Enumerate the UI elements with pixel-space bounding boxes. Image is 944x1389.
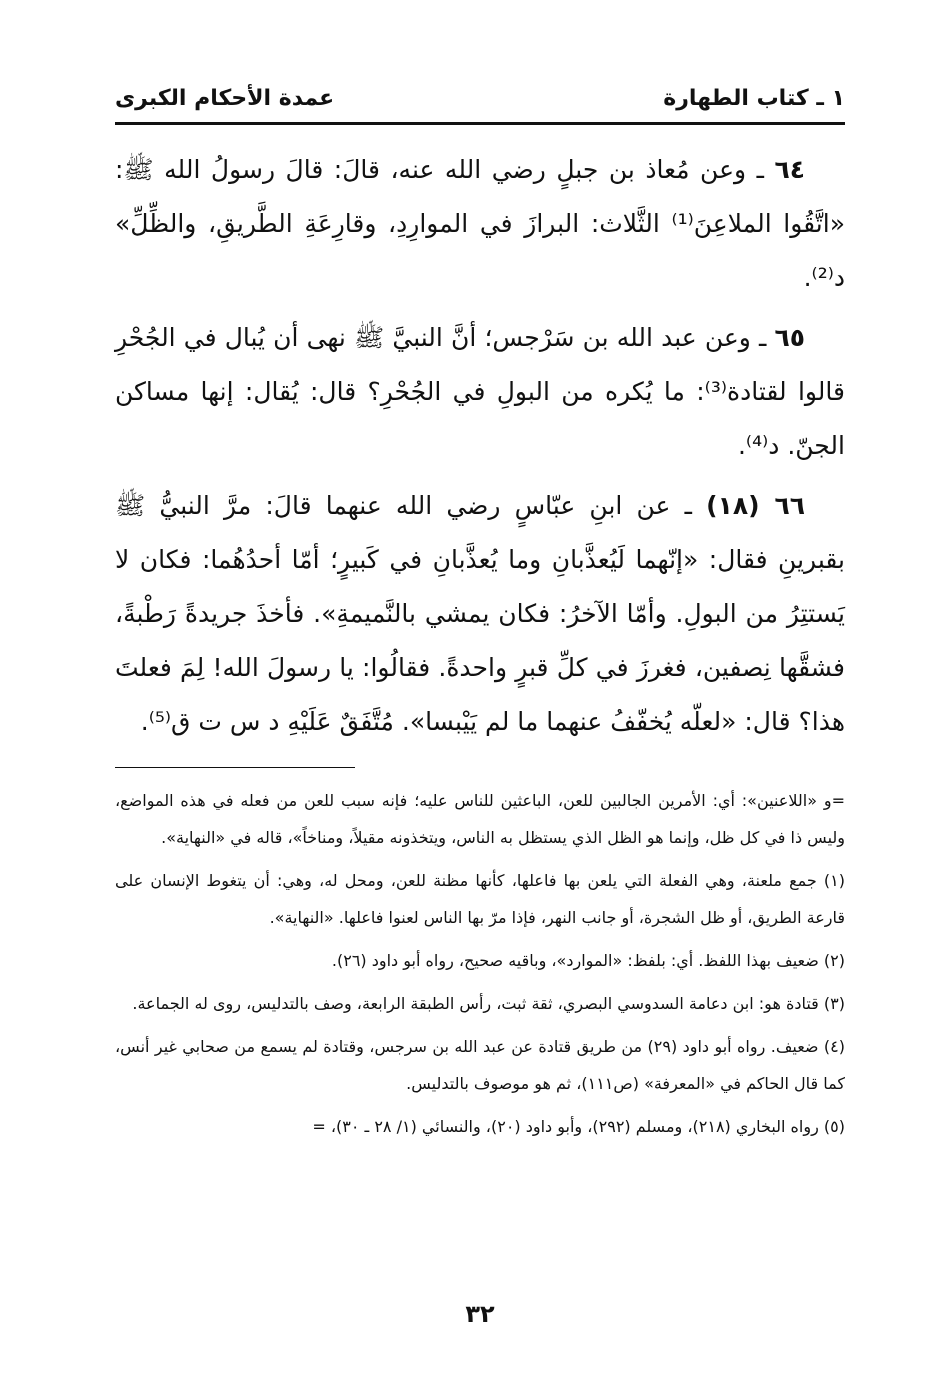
hadith-text: ـ وعن مُعاذ بن جبلٍ رضي الله عنه، قالَ: قالَ رسولُ الله ﷺ: «اتَّقُوا الملاعِنَ⁽¹⁾ الثَّلاث: البرازَ في الموارِدِ، وقارِعَةِ الطَّريقِ، والظِّلِّ» د⁽²⁾. (115, 155, 845, 292)
footnote-2: (٢) ضعيف بهذا اللفظ. أي: بلفظ: «الموارد»، وباقيه صحيح، رواه أبو داود (٢٦). (331, 951, 845, 970)
hadith-66 (115, 479, 845, 749)
page-number: ٣٢ (465, 1300, 495, 1328)
hadith-number: ٦٥ (774, 323, 805, 352)
footnote-3: (٣) قتادة هو: ابن دعامة السدوسي البصري، ثقة ثبت، رأس الطبقة الرابعة، وصف بالتدليس، روى له الجماعة. (132, 994, 845, 1013)
page-header (115, 78, 845, 125)
book-page (115, 78, 845, 1328)
hadith-number: ٦٤ (774, 155, 805, 184)
hadith-number: ٦٦ (١٨) (706, 491, 805, 520)
footnote-5: (٥) رواه البخاري (٢١٨)، ومسلم (٢٩٢)، وأبو داود (٢٠)، والنسائي (١/ ٢٨ ـ ٣٠)، = (312, 1117, 845, 1136)
hadith-text: ـ عن ابنِ عبّاسٍ رضي الله عنهما قالَ: مرَّ النبيُّ ﷺ بقبرينِ فقال: «إنّهما لَيُعذَّبانِ وما يُعذَّبانِ في كَبيرٍ؛ أمّا أحدُهُما: فكان لا يَستتِرُ من البولِ. وأمّا الآخرُ: فكان يمشي بالنَّميمةِ». فأخذَ جريدةً رَطْبةً، فشقَّها نِصفين، فغرزَ في كلِّ قبرٍ واحدةً. فقالُوا: يا رسولَ الله! لِمَ فعلتَ هذا؟ قال: «لعلّه يُخفّفُ عنهما ما لم يَيْبسا». مُتَّفَقٌ عَلَيْهِ د س ت ق⁽⁵⁾. (115, 491, 845, 736)
footnotes (115, 782, 845, 1145)
footnote-continued: =و «اللاعنين»: أي: الأمرين الجالبين للعن، الباعثين للناس عليه؛ فإنه سبب للعن من فعله في هذه المواضع، وليس ذا في كل ظل، وإنما هو الظل الذي يستظل به الناس، ويتخذونه مقيلاً، ومناخاً»، قاله في «النهاية». (115, 791, 845, 847)
footnote-4: (٤) ضعيف. رواه أبو داود (٢٩) من طريق قتادة عن عبد الله بن سرجس، وقتادة لم يسمع من صحابي غير أنس، كما قال الحاكم في «المعرفة» (ص١١١)، ثم هو موصوف بالتدليس. (115, 1037, 846, 1093)
main-text (115, 143, 845, 749)
hadith-text: ـ وعن عبد الله بن سَرْجس؛ أنَّ النبيَّ ﷺ نهى أن يُبال في الجُحْرِ قالوا لقتادة⁽³⁾: ما يُكره من البولِ في الجُحْرِ؟ قال: يُقال: إنها مساكن الجنّ. د⁽⁴⁾. (115, 323, 845, 460)
footnote-divider (115, 767, 355, 768)
hadith-65 (115, 311, 845, 473)
book-title: عمدة الأحكام الكبرى (115, 86, 335, 111)
hadith-64 (115, 143, 845, 305)
footnote-1: (١) جمع ملعنة، وهي الفعلة التي يلعن بها فاعلها، كأنها مظنة للعن، ومحل له، وهي: أن يتغوط الإنسان على قارعة الطريق، أو ظل الشجرة، أو جانب النهر، فإذا مرّ بها الناس لعنوا فاعلها. «النهاية». (115, 871, 845, 927)
chapter-title: ١ ـ كتاب الطهارة (663, 86, 845, 111)
